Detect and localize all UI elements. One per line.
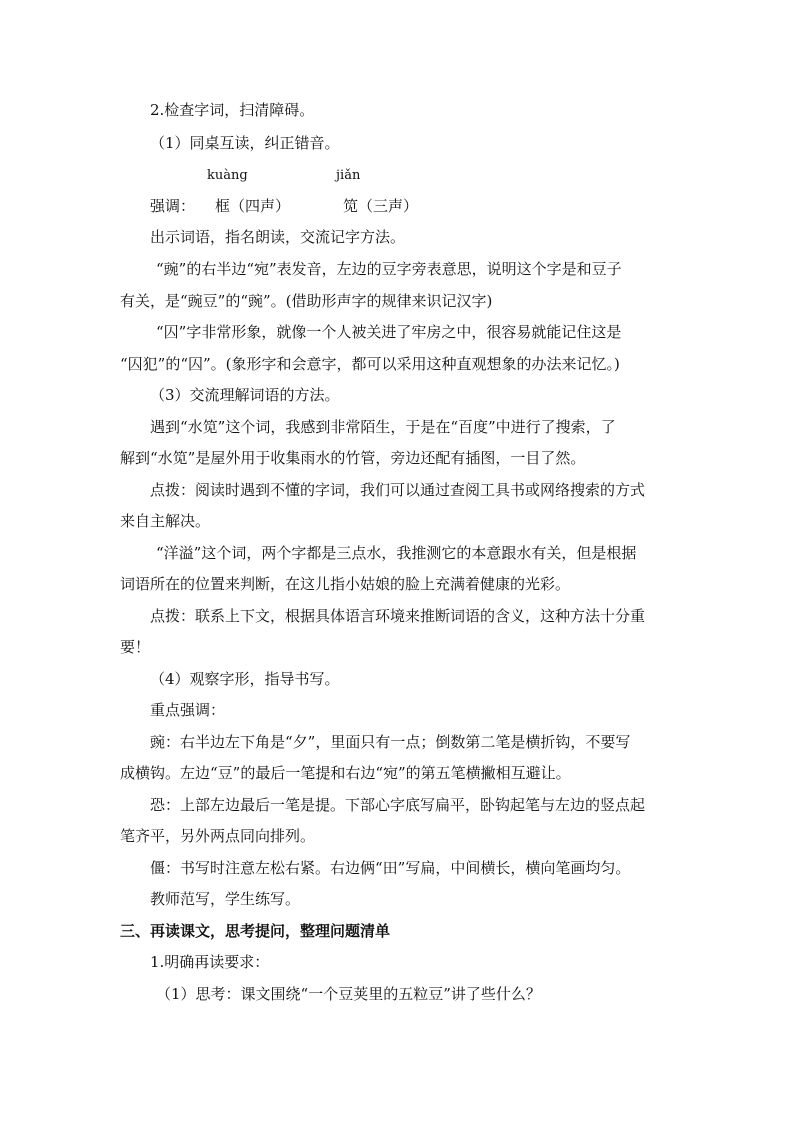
paragraph-line: 遇到“水笕”这个词，我感到非常陌生，于是在“百度”中进行了搜索，了 xyxy=(150,418,616,436)
section-heading-bold: 三、再读课文，思考提问，整理问题清单 xyxy=(120,922,391,940)
paragraph-line: 要！ xyxy=(120,638,151,656)
paragraph-line: 词语所在的位置来判断，在这儿指小姑娘的脸上充满着健康的光彩。 xyxy=(120,575,571,593)
emphasis-kuang: 框（四声） xyxy=(215,197,291,215)
subsection-heading: （4）观察字形，指导书写。 xyxy=(150,670,340,688)
paragraph-line: 教师范写，学生练写。 xyxy=(150,890,301,908)
paragraph-line: “囚”字非常形象，就像一个人被关进了牢房之中，很容易就能记住这是 xyxy=(156,323,622,341)
paragraph-line: “豌”的右半边“宛”表发音，左边的豆字旁表意思，说明这个字是和豆子 xyxy=(156,260,622,278)
emphasis-label: 强调： xyxy=(150,197,196,215)
pinyin-kuang: kuàng xyxy=(207,168,248,183)
paragraph-line: 重点强调： xyxy=(150,701,226,719)
subsection-heading: （1）同桌互读，纠正错音。 xyxy=(150,134,340,152)
paragraph-line: “囚犯”的“囚”。(象形字和会意字，都可以采用这种直观想象的办法来记忆。) xyxy=(120,355,620,373)
paragraph-line: 有关，是“豌豆”的“豌”。(借助形声字的规律来识记汉字) xyxy=(120,292,493,310)
paragraph-line: 1.明确再读要求： xyxy=(150,953,270,971)
paragraph-line: 点拨：阅读时遇到不懂的字词，我们可以通过查阅工具书或网络搜索的方式 xyxy=(150,481,646,499)
paragraph-line: （1）思考：课文围绕“一个豆荚里的五粒豆”讲了些什么？ xyxy=(156,985,541,1003)
paragraph-line: 解到“水笕”是屋外用于收集雨水的竹管，旁边还配有插图，一目了然。 xyxy=(120,449,586,467)
paragraph-line: 僵：书写时注意左松右紧。右边俩“田”写扁，中间横长，横向笔画均匀。 xyxy=(150,859,631,877)
paragraph-line: 豌：右半边左下角是“夕”，里面只有一点；倒数第二笔是横折钩，不要写 xyxy=(150,733,631,751)
paragraph-line: 成横钩。左边“豆”的最后一笔提和右边“宛”的第五笔横撇相互避让。 xyxy=(120,764,571,782)
emphasis-jian: 笕（三声） xyxy=(343,197,419,215)
paragraph-line: 笔齐平，另外两点同向排列。 xyxy=(120,827,316,845)
paragraph-line: 恐：上部左边最后一笔是提。下部心字底写扁平，卧钩起笔与左边的竖点起 xyxy=(150,796,646,814)
paragraph-line: “洋溢”这个词，两个字都是三点水，我推测它的本意跟水有关，但是根据 xyxy=(156,544,637,562)
paragraph-line: 来自主解决。 xyxy=(120,512,211,530)
section-heading: 2.检查字词，扫清障碍。 xyxy=(150,101,315,119)
pinyin-jian: jiǎn xyxy=(336,168,361,183)
subsection-heading: （3）交流理解词语的方法。 xyxy=(150,386,340,404)
paragraph-line: 出示词语，指名朗读，交流记字方法。 xyxy=(150,228,406,246)
paragraph-line: 点拨：联系上下文，根据具体语言环境来推断词语的含义，这种方法十分重 xyxy=(150,607,646,625)
